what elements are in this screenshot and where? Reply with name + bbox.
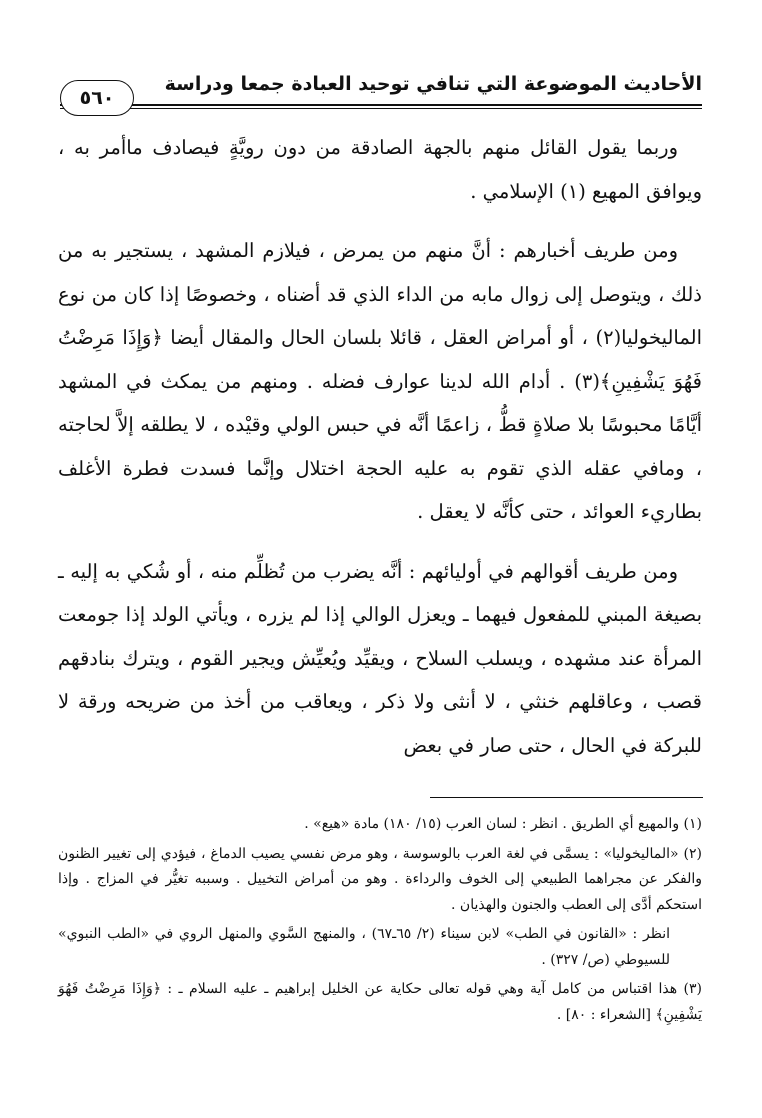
paragraph: وربما يقول القائل منهم بالجهة الصادقة من دون رويَّةٍ فيصادف ماأمر به ، ويوافق المهيع (١) الإسلامي .: [58, 136, 702, 203]
main-text: [58, 126, 702, 767]
footnote: (١) والمهيع أي الطريق . انظر : لسان العرب (١٥/ ١٨٠) مادة «هيع» .: [304, 816, 702, 832]
page-number-badge: ٥٦٠: [60, 80, 134, 116]
footnote-continuation: انظر : «القانون في الطب» لابن سيناء (٢/ ٦٥ـ٦٧) ، والمنهج السَّوي والمنهل الروي في «الطب النبوي» للسيوطي (ص/ ٣٢٧) .: [58, 926, 670, 968]
footnotes: [58, 812, 702, 1028]
header-rule: [60, 104, 702, 106]
paragraph: ومن طريف أقوالهم في أوليائهم : أنَّه يضرب من تُظلِّم منه ، أو شُكي به إليه ـ بصيغة المبني للمفعول فيهما ـ ويعزل الوالي إذا لم يزره ، ويأتي الولد إذا جومعت المرأة عند مشهده ، ويسلب السلاح ، ويقيِّد ويُعيِّش ويجير القوم ، ويترك بنادقهم قصب ، وعاقلهم خنثي ، لا أنثى ولا ذكر ، ويعاقب من أخذ من ضريحه ورقة لا للبركة في الحال ، حتى صار في بعض: [58, 559, 702, 757]
header-rule-thin: [60, 108, 702, 109]
footnote-separator: [430, 797, 703, 798]
running-header-title: الأحاديث الموضوعة التي تنافي توحيد العبادة جمعا ودراسة: [164, 73, 702, 95]
footnote: (٣) هذا اقتباس من كامل آية وهي قوله تعالى حكاية عن الخليل إبراهيم ـ عليه السلام ـ : ﴿وَإِذَا مَرِضْتُ فَهُوَ يَشْفِينِ﴾ [الشعراء : ٨٠] .: [58, 981, 702, 1023]
running-header: [60, 66, 702, 108]
footnote: (٢) «الماليخوليا» : يسمَّى في لغة العرب بالوسوسة ، وهو مرض نفسي يصيب الدماغ ، فيؤدي إلى تغيير الظنون والفكر عن مجراهما الطبيعي إلى الخوف والرداءة . وهو من أمراض التخييل . وسببه تغيُّر في المزاج . وإذا استحكم أدَّى إلى العطب والجنون والهذيان .: [58, 845, 702, 913]
paragraph: ومن طريف أخبارهم : أنَّ منهم من يمرض ، فيلازم المشهد ، يستجير به من ذلك ، ويتوصل إلى زوال مابه من الداء الذي قد أضناه ، وخصوصًا إذا كان من نوع الماليخوليا(٢) ، أو أمراض العقل ، قائلا بلسان الحال والمقال أيضا ﴿وَإِذَا مَرِضْتُ فَهُوَ يَشْفِينِ﴾(٣) . أدام الله لدينا عوارف فضله . ومنهم من يمكث في المشهد أيَّامًا محبوسًا بلا صلاةٍ قطُّ ، زاعمًا أنَّه في حبس الولي وقيْده ، لا يطلقه إلاَّ لحاجته ، ومافي عقله الذي تقوم به عليه الحجة اختلال وإنَّما فسدت فطرة الأغلف بطاريء العوائد ، حتى كأنَّه لا يعقل .: [58, 239, 702, 523]
